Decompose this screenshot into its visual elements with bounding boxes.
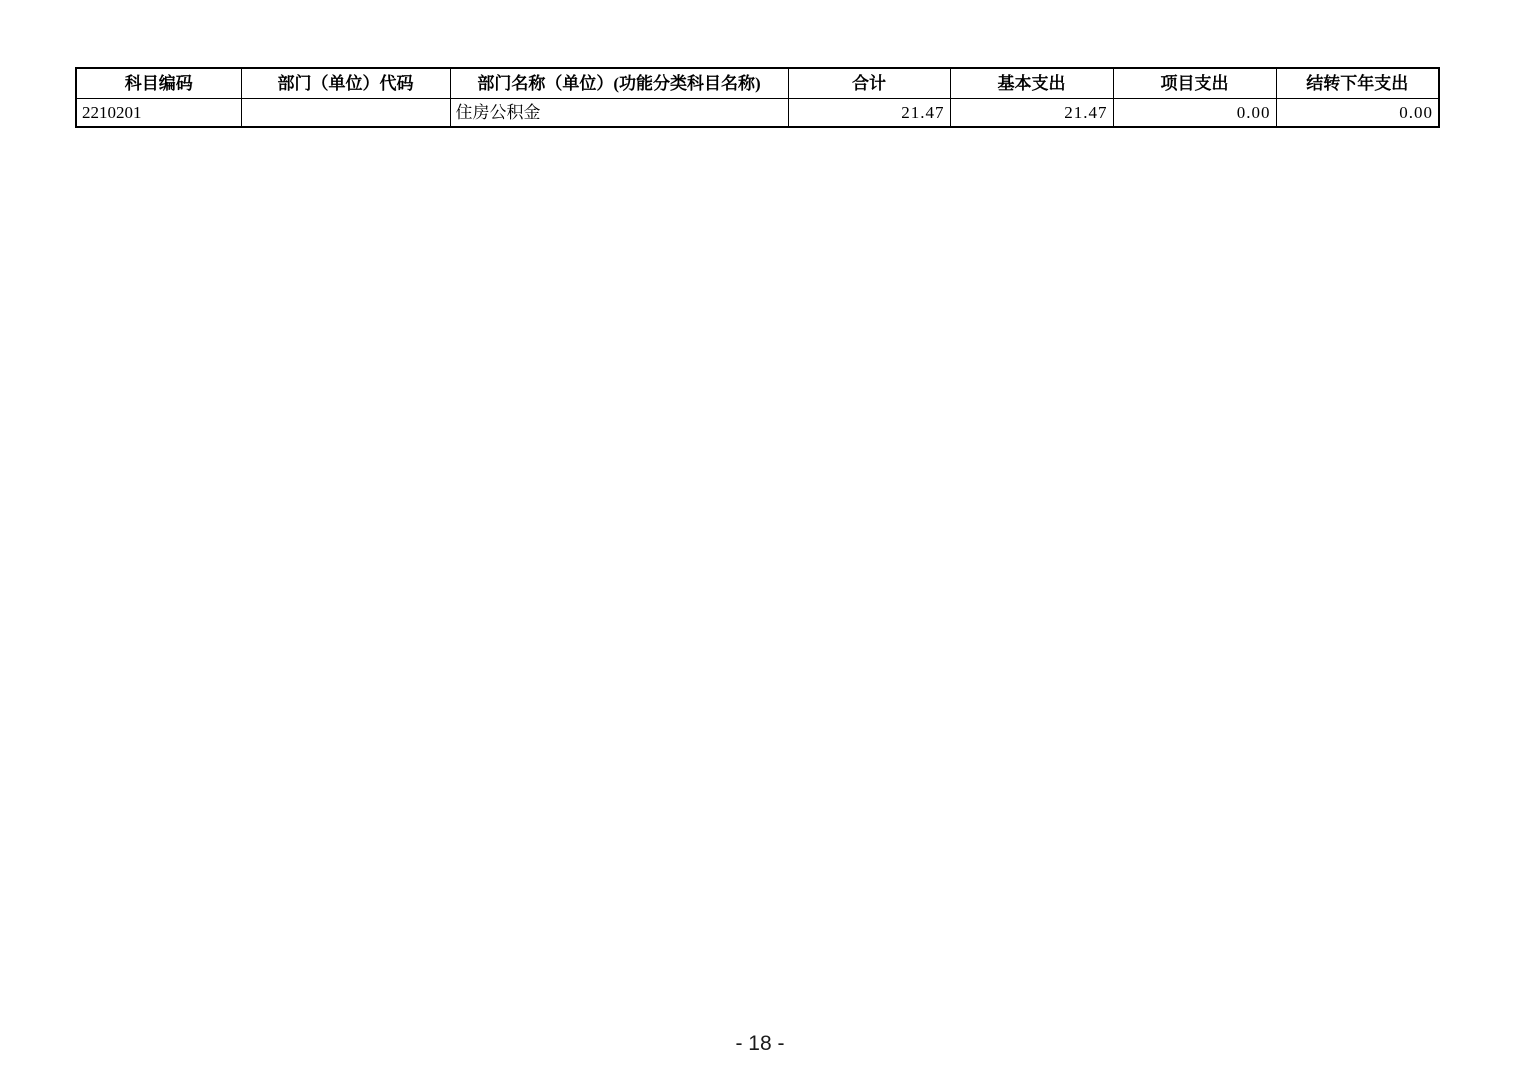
header-subject-code: 科目编码 — [76, 68, 241, 99]
cell-project-expenditure: 0.00 — [1113, 99, 1276, 128]
cell-carryover-next-year: 0.00 — [1276, 99, 1439, 128]
cell-dept-unit-code — [241, 99, 450, 128]
budget-table — [75, 67, 1440, 128]
header-total: 合计 — [788, 68, 950, 99]
table-row — [76, 99, 1439, 128]
header-dept-unit-name: 部门名称（单位）(功能分类科目名称) — [450, 68, 788, 99]
cell-subject-code: 2210201 — [76, 99, 241, 128]
cell-total: 21.47 — [788, 99, 950, 128]
header-dept-unit-code: 部门（单位）代码 — [241, 68, 450, 99]
header-basic-expenditure: 基本支出 — [950, 68, 1113, 99]
cell-basic-expenditure: 21.47 — [950, 99, 1113, 128]
header-project-expenditure: 项目支出 — [1113, 68, 1276, 99]
cell-dept-unit-name: 住房公积金 — [450, 99, 788, 128]
table-header-row — [76, 68, 1439, 99]
header-carryover-next-year: 结转下年支出 — [1276, 68, 1439, 99]
page-number: - 18 - — [735, 1032, 785, 1055]
